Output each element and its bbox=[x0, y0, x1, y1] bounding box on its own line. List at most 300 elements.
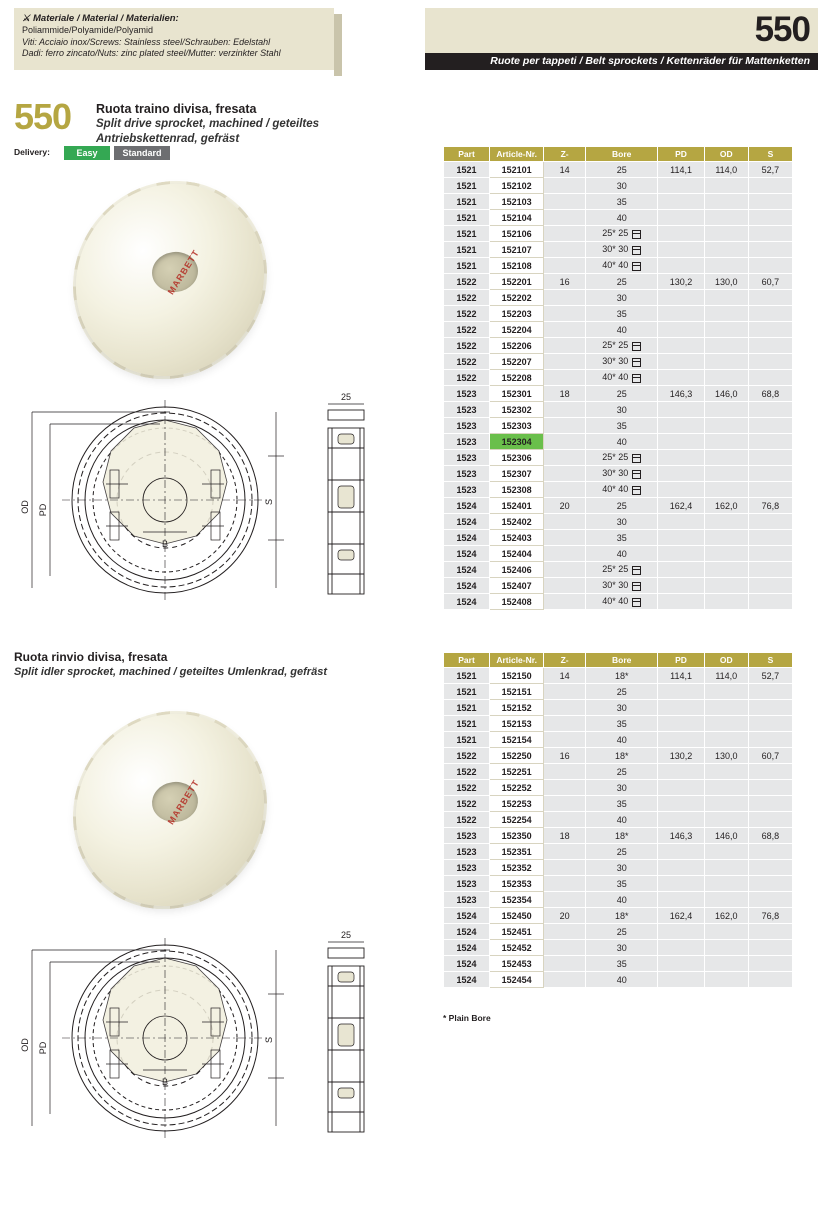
cell-article-number[interactable]: 152403 bbox=[490, 530, 544, 546]
cell-s bbox=[748, 530, 792, 546]
cell-pd bbox=[658, 924, 704, 940]
cell-pd: 162,4 bbox=[658, 908, 704, 924]
table-row bbox=[444, 354, 793, 370]
dim-s-label-1: S bbox=[264, 498, 274, 506]
cell-bore: 30 bbox=[586, 780, 658, 796]
cell-teeth-count bbox=[544, 700, 586, 716]
cell-part: 1522 bbox=[444, 354, 490, 370]
cell-part: 1522 bbox=[444, 796, 490, 812]
cell-s bbox=[748, 546, 792, 562]
column-header-part: Part bbox=[444, 653, 490, 668]
cell-article-number[interactable]: 152307 bbox=[490, 466, 544, 482]
table-row bbox=[444, 924, 793, 940]
cell-s bbox=[748, 418, 792, 434]
cell-bore: 35 bbox=[586, 530, 658, 546]
header-banner bbox=[425, 8, 818, 70]
cell-teeth-count bbox=[544, 306, 586, 322]
column-header-z: Z- bbox=[544, 147, 586, 162]
table-row bbox=[444, 482, 793, 498]
cell-bore: 25* 25 bbox=[586, 450, 658, 466]
cell-part: 1521 bbox=[444, 162, 490, 178]
cell-part: 1522 bbox=[444, 370, 490, 386]
table-row bbox=[444, 258, 793, 274]
cell-teeth-count bbox=[544, 546, 586, 562]
cell-part: 1522 bbox=[444, 306, 490, 322]
cell-article-number[interactable]: 152407 bbox=[490, 578, 544, 594]
cell-pd bbox=[658, 210, 704, 226]
cell-teeth-count: 14 bbox=[544, 162, 586, 178]
table-row bbox=[444, 306, 793, 322]
cell-teeth-count bbox=[544, 956, 586, 972]
table-row bbox=[444, 562, 793, 578]
cell-teeth-count bbox=[544, 716, 586, 732]
cell-part: 1524 bbox=[444, 578, 490, 594]
keyway-icon bbox=[632, 230, 641, 239]
cell-pd bbox=[658, 764, 704, 780]
cell-s bbox=[748, 210, 792, 226]
material-line-1: Poliammide/Polyamide/Polyamid bbox=[22, 25, 154, 35]
cell-pd bbox=[658, 876, 704, 892]
photo-brand-label: MARBETT bbox=[165, 247, 202, 297]
cell-article-number[interactable]: 152254 bbox=[490, 812, 544, 828]
cell-od bbox=[704, 940, 748, 956]
cell-bore: 30 bbox=[586, 514, 658, 530]
cell-od bbox=[704, 322, 748, 338]
cell-article-number[interactable]: 152206 bbox=[490, 338, 544, 354]
delivery-badge-standard: Standard bbox=[114, 146, 170, 160]
table-row bbox=[444, 860, 793, 876]
cell-article-number[interactable]: 152154 bbox=[490, 732, 544, 748]
cell-article-number[interactable]: 152107 bbox=[490, 242, 544, 258]
cell-s bbox=[748, 892, 792, 908]
cell-part: 1521 bbox=[444, 684, 490, 700]
material-box bbox=[14, 8, 334, 70]
cell-pd bbox=[658, 402, 704, 418]
cell-article-number[interactable]: 152454 bbox=[490, 972, 544, 988]
cell-teeth-count bbox=[544, 876, 586, 892]
table-row bbox=[444, 578, 793, 594]
cell-pd bbox=[658, 940, 704, 956]
cell-part: 1522 bbox=[444, 780, 490, 796]
column-header-s: S bbox=[748, 147, 792, 162]
cell-od bbox=[704, 812, 748, 828]
cell-od bbox=[704, 258, 748, 274]
cell-pd: 146,3 bbox=[658, 386, 704, 402]
cell-bore: 35 bbox=[586, 796, 658, 812]
cell-bore: 30* 30 bbox=[586, 466, 658, 482]
cell-s bbox=[748, 578, 792, 594]
cell-article-number[interactable]: 152106 bbox=[490, 226, 544, 242]
cell-pd bbox=[658, 684, 704, 700]
cell-article-number[interactable]: 152207 bbox=[490, 354, 544, 370]
cell-od bbox=[704, 764, 748, 780]
cell-bore: 40* 40 bbox=[586, 258, 658, 274]
cell-bore: 40 bbox=[586, 434, 658, 450]
table-row bbox=[444, 530, 793, 546]
column-header-od: OD bbox=[704, 147, 748, 162]
cell-part: 1522 bbox=[444, 748, 490, 764]
cell-part: 1524 bbox=[444, 514, 490, 530]
cell-bore: 18* bbox=[586, 908, 658, 924]
cell-bore: 40 bbox=[586, 972, 658, 988]
cell-part: 1523 bbox=[444, 434, 490, 450]
cell-bore: 40 bbox=[586, 210, 658, 226]
cell-part: 1524 bbox=[444, 908, 490, 924]
cell-teeth-count bbox=[544, 892, 586, 908]
column-header-article-nr: Article-Nr. bbox=[490, 653, 544, 668]
cell-article-number[interactable]: 152102 bbox=[490, 178, 544, 194]
table-row bbox=[444, 956, 793, 972]
cell-pd: 130,2 bbox=[658, 274, 704, 290]
cell-article-number[interactable]: 152450 bbox=[490, 908, 544, 924]
cell-od: 130,0 bbox=[704, 274, 748, 290]
keyway-icon bbox=[632, 454, 641, 463]
cell-pd bbox=[658, 226, 704, 242]
dim-od-label-1: OD bbox=[20, 500, 30, 514]
cell-pd bbox=[658, 594, 704, 610]
cell-article-number[interactable]: 152203 bbox=[490, 306, 544, 322]
cell-od bbox=[704, 194, 748, 210]
cell-pd: 114,1 bbox=[658, 668, 704, 684]
cell-teeth-count bbox=[544, 322, 586, 338]
keyway-icon bbox=[632, 246, 641, 255]
product-title bbox=[96, 102, 416, 147]
column-header-article-nr: Article-Nr. bbox=[490, 147, 544, 162]
dim-s-label-2: S bbox=[264, 1036, 274, 1044]
cell-article-number[interactable]: 152204 bbox=[490, 322, 544, 338]
cell-bore: 40 bbox=[586, 546, 658, 562]
table-row bbox=[444, 434, 793, 450]
cell-article-number[interactable]: 152252 bbox=[490, 780, 544, 796]
material-icon: ⚔ bbox=[22, 13, 31, 23]
photo-brand-label-2: MARBETT bbox=[165, 777, 202, 827]
cell-teeth-count bbox=[544, 258, 586, 274]
cell-article-number[interactable]: 152108 bbox=[490, 258, 544, 274]
cell-od: 114,0 bbox=[704, 162, 748, 178]
cell-bore: 35 bbox=[586, 194, 658, 210]
cell-article-number[interactable]: 152201 bbox=[490, 274, 544, 290]
dim-width-label-1: 25 bbox=[340, 392, 352, 402]
cell-od bbox=[704, 338, 748, 354]
product-title-it: Ruota traino divisa, fresata bbox=[96, 102, 257, 116]
cell-pd bbox=[658, 450, 704, 466]
cell-article-number[interactable]: 152451 bbox=[490, 924, 544, 940]
cell-article-number[interactable]: 152151 bbox=[490, 684, 544, 700]
cell-article-number[interactable]: 152301 bbox=[490, 386, 544, 402]
cell-bore: 30 bbox=[586, 700, 658, 716]
cell-s: 68,8 bbox=[748, 386, 792, 402]
cell-teeth-count bbox=[544, 242, 586, 258]
cell-part: 1523 bbox=[444, 418, 490, 434]
cell-article-number[interactable]: 152302 bbox=[490, 402, 544, 418]
cell-s: 52,7 bbox=[748, 668, 792, 684]
cell-teeth-count bbox=[544, 338, 586, 354]
cell-od bbox=[704, 780, 748, 796]
cell-pd bbox=[658, 700, 704, 716]
table-row bbox=[444, 876, 793, 892]
cell-article-number[interactable]: 152103 bbox=[490, 194, 544, 210]
cell-part: 1521 bbox=[444, 242, 490, 258]
cell-od bbox=[704, 434, 748, 450]
table-row bbox=[444, 418, 793, 434]
dim-width-label-2: 25 bbox=[340, 930, 352, 940]
cell-s bbox=[748, 684, 792, 700]
cell-bore: 30 bbox=[586, 860, 658, 876]
cell-s bbox=[748, 812, 792, 828]
table-row bbox=[444, 844, 793, 860]
cell-part: 1523 bbox=[444, 466, 490, 482]
cell-s bbox=[748, 242, 792, 258]
cell-od bbox=[704, 956, 748, 972]
cell-od bbox=[704, 210, 748, 226]
dim-pd-label-2: PD bbox=[38, 1041, 48, 1055]
cell-part: 1523 bbox=[444, 402, 490, 418]
cell-pd bbox=[658, 338, 704, 354]
technical-drawing-drive-sprocket bbox=[10, 382, 420, 617]
cell-pd bbox=[658, 418, 704, 434]
cell-bore: 35 bbox=[586, 306, 658, 322]
cell-teeth-count bbox=[544, 466, 586, 482]
cell-article-number[interactable]: 152354 bbox=[490, 892, 544, 908]
cell-pd bbox=[658, 178, 704, 194]
cell-bore: 35 bbox=[586, 716, 658, 732]
cell-pd: 114,1 bbox=[658, 162, 704, 178]
table-row bbox=[444, 684, 793, 700]
cell-od: 114,0 bbox=[704, 668, 748, 684]
cell-article-number[interactable]: 152453 bbox=[490, 956, 544, 972]
cell-od bbox=[704, 226, 748, 242]
cell-s bbox=[748, 700, 792, 716]
cell-s: 60,7 bbox=[748, 748, 792, 764]
cell-teeth-count: 18 bbox=[544, 386, 586, 402]
table-row bbox=[444, 796, 793, 812]
cell-s bbox=[748, 860, 792, 876]
keyway-icon bbox=[632, 566, 641, 575]
table-row bbox=[444, 764, 793, 780]
cell-article-number[interactable]: 152404 bbox=[490, 546, 544, 562]
table-row bbox=[444, 748, 793, 764]
cell-article-number[interactable]: 152208 bbox=[490, 370, 544, 386]
cell-article-number[interactable]: 152452 bbox=[490, 940, 544, 956]
cell-article-number[interactable]: 152308 bbox=[490, 482, 544, 498]
cell-teeth-count bbox=[544, 226, 586, 242]
keyway-icon bbox=[632, 582, 641, 591]
cell-s bbox=[748, 226, 792, 242]
cell-s bbox=[748, 290, 792, 306]
cell-od bbox=[704, 178, 748, 194]
dim-b-label-2: B bbox=[161, 1077, 169, 1087]
cell-article-number[interactable]: 152304 bbox=[490, 434, 544, 450]
cell-od bbox=[704, 578, 748, 594]
cell-article-number[interactable]: 152406 bbox=[490, 562, 544, 578]
cell-pd bbox=[658, 194, 704, 210]
cell-s: 76,8 bbox=[748, 908, 792, 924]
table-row bbox=[444, 178, 793, 194]
cell-teeth-count: 14 bbox=[544, 668, 586, 684]
cell-teeth-count: 16 bbox=[544, 274, 586, 290]
cell-bore: 25 bbox=[586, 764, 658, 780]
material-title: ⚔ Materiale / Material / Materialien: bbox=[22, 13, 179, 24]
table-row bbox=[444, 972, 793, 988]
cell-part: 1524 bbox=[444, 956, 490, 972]
cell-teeth-count bbox=[544, 860, 586, 876]
cell-pd bbox=[658, 796, 704, 812]
table-row bbox=[444, 908, 793, 924]
keyway-icon bbox=[632, 358, 641, 367]
cell-article-number[interactable]: 152303 bbox=[490, 418, 544, 434]
cell-part: 1523 bbox=[444, 876, 490, 892]
cell-teeth-count bbox=[544, 780, 586, 796]
table-row bbox=[444, 162, 793, 178]
table-row bbox=[444, 242, 793, 258]
table-row bbox=[444, 194, 793, 210]
cell-article-number[interactable]: 152152 bbox=[490, 700, 544, 716]
cell-s bbox=[748, 402, 792, 418]
cell-bore: 30 bbox=[586, 402, 658, 418]
cell-part: 1521 bbox=[444, 258, 490, 274]
cell-bore: 30 bbox=[586, 940, 658, 956]
technical-drawing-idler-sprocket bbox=[10, 920, 420, 1155]
cell-s bbox=[748, 716, 792, 732]
cell-article-number[interactable]: 152353 bbox=[490, 876, 544, 892]
cell-article-number[interactable]: 152402 bbox=[490, 514, 544, 530]
cell-bore: 25* 25 bbox=[586, 338, 658, 354]
table-body bbox=[444, 668, 793, 988]
cell-od bbox=[704, 796, 748, 812]
cell-bore: 30 bbox=[586, 178, 658, 194]
cell-article-number[interactable]: 152202 bbox=[490, 290, 544, 306]
cell-article-number[interactable]: 152401 bbox=[490, 498, 544, 514]
cell-od bbox=[704, 876, 748, 892]
table-row bbox=[444, 226, 793, 242]
keyway-icon bbox=[632, 262, 641, 271]
cell-pd bbox=[658, 956, 704, 972]
cell-pd bbox=[658, 306, 704, 322]
cell-s bbox=[748, 258, 792, 274]
cell-part: 1522 bbox=[444, 812, 490, 828]
cell-article-number[interactable]: 152350 bbox=[490, 828, 544, 844]
cell-article-number[interactable]: 152104 bbox=[490, 210, 544, 226]
cell-pd bbox=[658, 514, 704, 530]
cell-s: 76,8 bbox=[748, 498, 792, 514]
cell-teeth-count bbox=[544, 178, 586, 194]
cell-teeth-count bbox=[544, 514, 586, 530]
cell-article-number[interactable]: 152251 bbox=[490, 764, 544, 780]
cell-teeth-count: 18 bbox=[544, 828, 586, 844]
cell-bore: 35 bbox=[586, 876, 658, 892]
cell-s bbox=[748, 306, 792, 322]
cell-bore: 18* bbox=[586, 828, 658, 844]
cell-article-number[interactable]: 152408 bbox=[490, 594, 544, 610]
cell-bore: 25 bbox=[586, 684, 658, 700]
cell-pd bbox=[658, 972, 704, 988]
cell-part: 1524 bbox=[444, 940, 490, 956]
cell-pd bbox=[658, 258, 704, 274]
cell-teeth-count bbox=[544, 764, 586, 780]
cell-part: 1524 bbox=[444, 972, 490, 988]
delivery-label: Delivery: bbox=[14, 147, 50, 157]
cell-pd bbox=[658, 812, 704, 828]
table-row bbox=[444, 450, 793, 466]
cell-s bbox=[748, 482, 792, 498]
cell-article-number[interactable]: 152150 bbox=[490, 668, 544, 684]
section2-title-it: Ruota rinvio divisa, fresata bbox=[14, 650, 168, 664]
cell-od bbox=[704, 684, 748, 700]
sprocket-table-idler bbox=[443, 652, 793, 988]
cell-bore: 30* 30 bbox=[586, 354, 658, 370]
cell-part: 1523 bbox=[444, 450, 490, 466]
cell-article-number[interactable]: 152306 bbox=[490, 450, 544, 466]
cell-part: 1521 bbox=[444, 668, 490, 684]
table-row bbox=[444, 716, 793, 732]
cell-bore: 25 bbox=[586, 844, 658, 860]
cell-bore: 30* 30 bbox=[586, 578, 658, 594]
delivery-badge-easy: Easy bbox=[64, 146, 110, 160]
cell-od bbox=[704, 306, 748, 322]
cell-pd bbox=[658, 290, 704, 306]
cell-od bbox=[704, 716, 748, 732]
cell-s bbox=[748, 434, 792, 450]
cell-s bbox=[748, 450, 792, 466]
cell-article-number[interactable]: 152253 bbox=[490, 796, 544, 812]
header-subtitle: Ruote per tappeti / Belt sprockets / Kettenräder für Mattenketten bbox=[425, 53, 818, 70]
table-row bbox=[444, 402, 793, 418]
cell-part: 1521 bbox=[444, 178, 490, 194]
cell-part: 1521 bbox=[444, 732, 490, 748]
keyway-icon bbox=[632, 342, 641, 351]
cell-s bbox=[748, 466, 792, 482]
cell-article-number[interactable]: 152101 bbox=[490, 162, 544, 178]
cell-od bbox=[704, 354, 748, 370]
cell-od bbox=[704, 482, 748, 498]
cell-s bbox=[748, 194, 792, 210]
table-row bbox=[444, 594, 793, 610]
cell-article-number[interactable]: 152351 bbox=[490, 844, 544, 860]
table-row bbox=[444, 732, 793, 748]
cell-s bbox=[748, 972, 792, 988]
cell-part: 1523 bbox=[444, 482, 490, 498]
cell-od bbox=[704, 924, 748, 940]
cell-s bbox=[748, 370, 792, 386]
cell-teeth-count bbox=[544, 684, 586, 700]
cell-article-number[interactable]: 152153 bbox=[490, 716, 544, 732]
cell-article-number[interactable]: 152352 bbox=[490, 860, 544, 876]
table-row bbox=[444, 210, 793, 226]
cell-od bbox=[704, 562, 748, 578]
cell-part: 1521 bbox=[444, 700, 490, 716]
cell-od bbox=[704, 450, 748, 466]
cell-pd bbox=[658, 716, 704, 732]
cell-od: 146,0 bbox=[704, 828, 748, 844]
cell-bore: 30* 30 bbox=[586, 242, 658, 258]
cell-article-number[interactable]: 152250 bbox=[490, 748, 544, 764]
cell-bore: 25 bbox=[586, 924, 658, 940]
cell-od bbox=[704, 844, 748, 860]
cell-bore: 40* 40 bbox=[586, 370, 658, 386]
cell-pd bbox=[658, 530, 704, 546]
table-row bbox=[444, 940, 793, 956]
table-header-row bbox=[444, 147, 793, 162]
cell-pd: 146,3 bbox=[658, 828, 704, 844]
cell-part: 1521 bbox=[444, 210, 490, 226]
cell-part: 1521 bbox=[444, 716, 490, 732]
column-header-bore: Bore bbox=[586, 147, 658, 162]
cell-bore: 30 bbox=[586, 290, 658, 306]
table-body bbox=[444, 162, 793, 610]
cell-pd bbox=[658, 466, 704, 482]
cell-part: 1524 bbox=[444, 498, 490, 514]
cell-pd bbox=[658, 482, 704, 498]
